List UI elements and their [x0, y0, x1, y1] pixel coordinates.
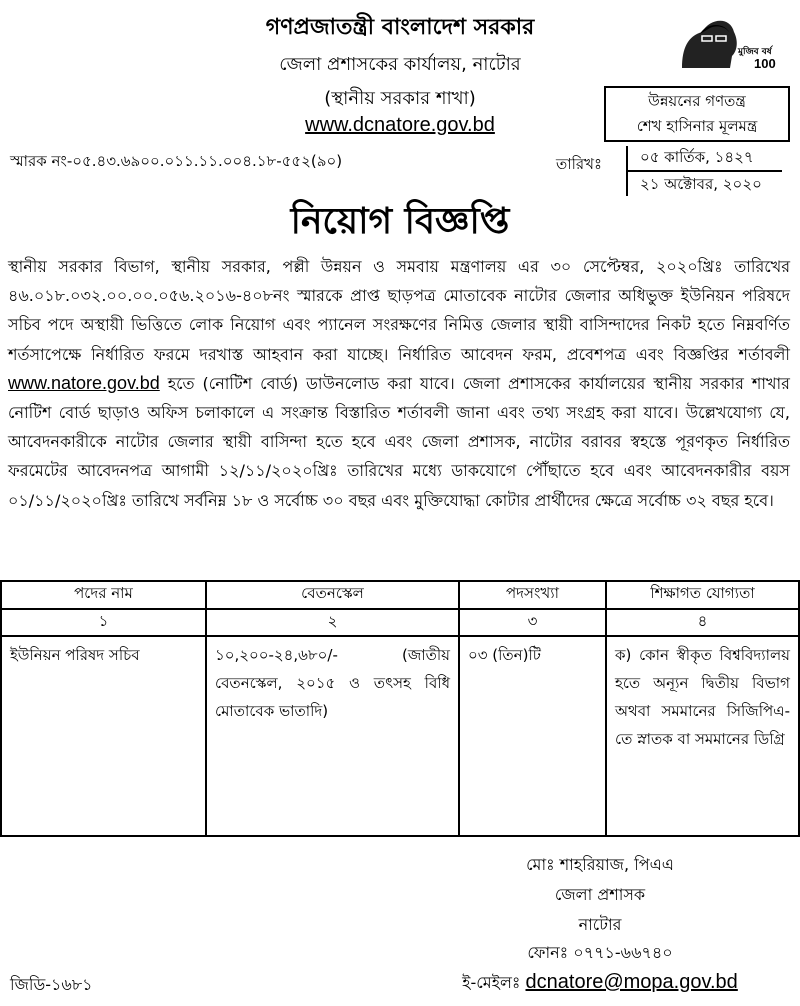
post-count-cell: ০৩ (তিন)টি — [459, 636, 606, 836]
column-number: ১ — [1, 609, 206, 636]
branch-name: (স্থানীয় সরকার শাখা) — [324, 88, 476, 109]
pay-scale-cell: ১০,২০০-২৪,৬৮০/- (জাতীয় বেতনস্কেল, ২০১৫ ও তৎসহ বিধি মোতাবেক ভাতাদি) — [206, 636, 459, 836]
motto-line-2: শেখ হাসিনার মূলমন্ত্র — [636, 117, 758, 135]
header-post-count: পদসংখ্যা — [459, 581, 606, 609]
motto-box — [604, 86, 790, 142]
logo-number: 100 — [754, 56, 776, 71]
table-row — [1, 636, 799, 836]
mujib-borsho-logo — [672, 10, 777, 72]
body-part-1: স্থানীয় সরকার বিভাগ, স্থানীয় সরকার, পল্লী উন্নয়ন ও সমবায় মন্ত্রণালয় এর ৩০ সেপ্টেম্বর, ২০২০খ্রিঃ তারিখের ৪৬.০১৮.০৩২.০০.০০.০৫৬.২০১৬-৪০৮নং স্মারকে প্রাপ্ত ছাড়পত্র মোতাবেক নাটোর জেলার অধিভুক্ত ইউনিয়ন পরিষদে সচিব পদে অস্থায়ী ভিত্তিতে লোক নিয়োগ এবং প্যানেল সংরক্ষণের নিমিত্ত জেলার স্থায়ী বাসিন্দাদের নিকট হতে নিম্নবর্ণিত শর্তসাপেক্ষে নির্ধারিত ফরমে দরখাস্ত আহবান করা যাচ্ছে। নির্ধারিত আবেদন ফরম, প্রবেশপত্র এবং বিজ্ঞপ্তির শর্তাবলী — [8, 257, 790, 364]
post-name-cell: ইউনিয়ন পরিষদ সচিব — [1, 636, 206, 836]
signatory-name: মোঃ শাহরিয়াজ, পিএএ — [526, 855, 674, 874]
signatory-designation: জেলা প্রশাসক — [554, 885, 646, 904]
date-box — [626, 146, 782, 196]
date-label: তারিখঃ — [556, 155, 602, 173]
logo-text: মুজিব বর্ষ — [738, 47, 772, 57]
header-post-name: পদের নাম — [1, 581, 206, 609]
signatory-phone: ফোনঃ ০৭৭১-৬৬৭৪০ — [527, 943, 673, 962]
date-bangla: ০৫ কার্তিক, ১৪২৭ — [628, 146, 782, 172]
column-number: ৪ — [606, 609, 799, 636]
post-table — [0, 580, 800, 837]
notice-body — [8, 252, 790, 515]
email-link[interactable]: dcnatore@mopa.gov.bd — [525, 971, 738, 993]
date-english: ২১ অক্টোবর, ২০২০ — [640, 175, 762, 193]
memo-number: স্মারক নং-০৫.৪৩.৬৯০০.০১১.১১.০০৪.১৮-৫৫২(৯০) — [10, 152, 343, 170]
table-header-row — [1, 581, 799, 609]
motto-line-1: উন্নয়নের গণতন্ত্র — [648, 92, 746, 110]
office-website-link[interactable]: www.dcnatore.gov.bd — [305, 114, 495, 136]
qualification-cell: ক) কোন স্বীকৃত বিশ্ববিদ্যালয় হতে অন্যূন দ্বিতীয় বিভাগ অথবা সমমানের সিজিপিএ-তে স্নাতক বা সমমানের ডিগ্রি — [606, 636, 799, 836]
table-number-row — [1, 609, 799, 636]
government-title: গণপ্রজাতন্ত্রী বাংলাদেশ সরকার — [265, 15, 535, 40]
notice-title: নিয়োগ বিজ্ঞপ্তি — [290, 201, 510, 242]
email-label: ই-মেইলঃ — [462, 973, 526, 992]
natore-website-link[interactable]: www.natore.gov.bd — [8, 372, 160, 393]
body-part-2: হতে (নোটিশ বোর্ড) ডাউনলোড করা যাবে। জেলা প্রশাসকের কার্যালয়ের স্থানীয় সরকার শাখার নোটিশ বোর্ড ছাড়াও অফিস চলাকালে এ সংক্রান্ত বিস্তারিত শর্তাবলী জানা এবং তথ্য সংগ্রহ করা যাবে। উল্লেখযোগ্য যে, আবেদনকারীকে নাটোর জেলার স্থায়ী বাসিন্দা হতে হবে এবং জেলা প্রশাসক, নাটোর বরাবর স্বহস্তে পূরণকৃত নির্ধারিত ফরমেটের আবেদনপত্র আগামী ১২/১১/২০২০খ্রিঃ তারিখের মধ্যে ডাকযোগে পৌঁছাতে হবে এবং আবেদনকারীর বয়স ০১/১১/২০২০খ্রিঃ তারিখে সর্বনিম্ন ১৮ ও সর্বোচ্চ ৩০ বছর এবং মুক্তিযোদ্ধা কোটার প্রার্থীদের ক্ষেত্রে সর্বোচ্চ ৩২ বছর হবে। — [8, 373, 790, 510]
gd-number: জিডি-১৬৮১ — [10, 975, 93, 994]
column-number: ৩ — [459, 609, 606, 636]
header-pay-scale: বেতনস্কেল — [206, 581, 459, 609]
column-number: ২ — [206, 609, 459, 636]
signatory-email — [430, 970, 770, 997]
header-qualification: শিক্ষাগত যোগ্যতা — [606, 581, 799, 609]
office-name: জেলা প্রশাসকের কার্যালয়, নাটোর — [279, 54, 521, 75]
signatory-place: নাটোর — [578, 915, 622, 934]
